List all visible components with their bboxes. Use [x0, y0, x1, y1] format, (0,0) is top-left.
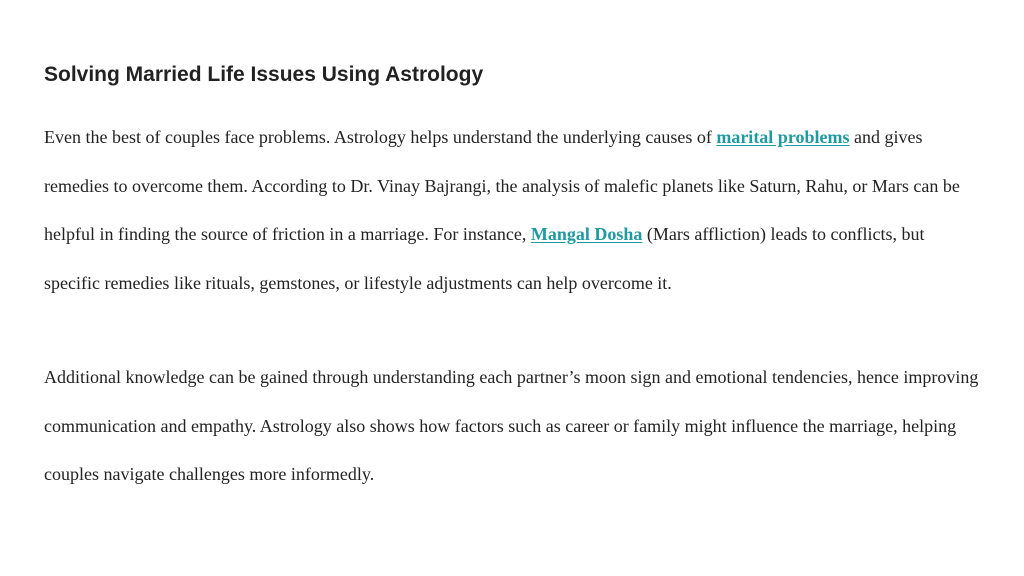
paragraph-1 — [44, 113, 984, 307]
paragraph-1-text-c: (Mars affliction) leads to conflicts, but specific remedies like rituals, gemstones, or lifestyle adjustments can help overcome it. — [44, 224, 925, 293]
paragraph-1-text-a: Even the best of couples face problems. Astrology helps understand the underlying causes of — [44, 127, 717, 147]
mangal-dosha-link[interactable]: Mangal Dosha — [530, 224, 643, 244]
paragraph-1-text-b: and gives remedies to overcome them. According to Dr. Vinay Bajrangi, the analysis of malefic planets like Saturn, Rahu, or Mars can be helpful in finding the source of friction in a marriage. For instance, — [44, 127, 960, 244]
paragraph-2: Additional knowledge can be gained through understanding each partner’s moon sign and emotional tendencies, hence improving communication and empathy. Astrology also shows how factors such as career or family might influence the marriage, helping couples navigate challenges more informedly. — [44, 367, 979, 484]
page-title: Solving Married Life Issues Using Astrology — [44, 63, 484, 86]
marital-problems-link[interactable]: marital problems — [716, 127, 850, 147]
